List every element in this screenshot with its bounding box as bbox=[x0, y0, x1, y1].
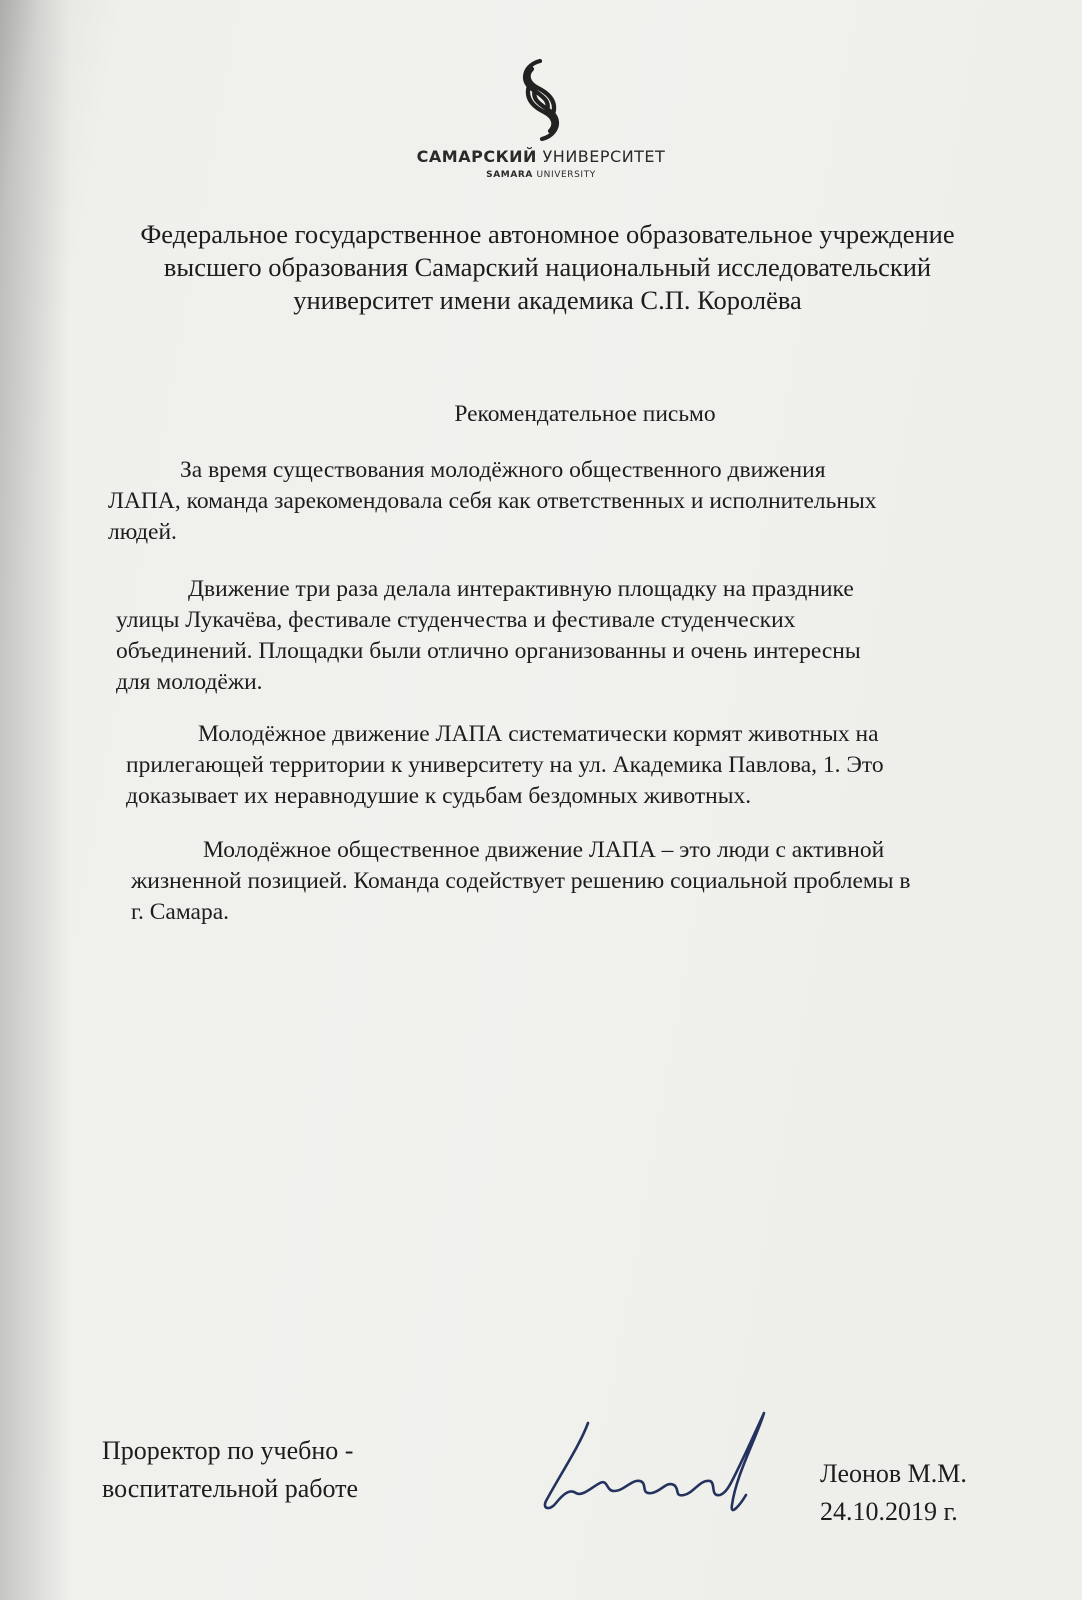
letter-title: Рекомендательное письмо bbox=[454, 401, 716, 427]
paragraph-line: ЛАПА, команда зарекомендовала себя как ответственных и исполнительных bbox=[108, 488, 877, 514]
organization-line: Федеральное государственное автономное образовательное учреждение bbox=[140, 219, 955, 249]
paragraph-line: Молодёжное общественное движение ЛАПА – это люди с активной bbox=[203, 837, 885, 863]
paragraph-line: улицы Лукачёва, фестивале студенчества и фестивале студенческих bbox=[116, 607, 796, 633]
logo-name-bold: САМАРСКИЙ bbox=[416, 147, 537, 166]
logo-name-rest: УНИВЕРСИТЕТ bbox=[542, 147, 666, 166]
signatory-position-line: воспитательной работе bbox=[102, 1474, 359, 1503]
paragraph-line: Движение три раза делала интерактивную площадку на празднике bbox=[188, 576, 854, 602]
paragraph-line: объединений. Площадки были отлично организованны и очень интересны bbox=[116, 638, 861, 664]
letter-paragraph bbox=[108, 455, 876, 548]
logo-sub-bold: SAMARA bbox=[486, 170, 533, 180]
organization-line: университет имени академика С.П. Королёва bbox=[293, 285, 802, 315]
paragraph-line: За время существования молодёжного общественного движения bbox=[180, 457, 826, 483]
letter-paragraph bbox=[131, 835, 911, 928]
organization-header bbox=[100, 218, 995, 317]
letter-paragraph bbox=[116, 574, 861, 698]
paragraph-line: людей. bbox=[108, 519, 177, 545]
paragraph-line: г. Самара. bbox=[131, 899, 230, 925]
signatory-position-line: Проректор по учебно - bbox=[102, 1436, 354, 1465]
handwritten-signature bbox=[540, 1405, 800, 1525]
logo-university-subtitle bbox=[0, 170, 1082, 180]
samara-university-logo-icon bbox=[506, 55, 576, 145]
page-shadow bbox=[0, 0, 70, 1600]
letter-paragraph bbox=[126, 719, 884, 812]
paragraph-line: прилегающей территории к университету на ул. Академика Павлова, 1. Это bbox=[126, 752, 884, 778]
organization-line: высшего образования Самарский национальный исследовательский bbox=[163, 252, 932, 282]
letter-date: 24.10.2019 г. bbox=[820, 1497, 958, 1526]
signatory-name: Леонов М.М. bbox=[820, 1459, 967, 1488]
university-logo bbox=[0, 55, 1082, 180]
paragraph-line: для молодёжи. bbox=[116, 669, 263, 695]
signatory-position bbox=[102, 1432, 358, 1508]
signatory-block bbox=[820, 1455, 967, 1531]
paragraph-line: доказывает их неравнодушие к судьбам бездомных животных. bbox=[126, 783, 752, 809]
logo-university-name bbox=[0, 147, 1082, 166]
paragraph-line: жизненной позицией. Команда содействует решению социальной проблемы в bbox=[131, 868, 911, 894]
paragraph-line: Молодёжное движение ЛАПА систематически кормят животных на bbox=[198, 721, 879, 747]
logo-sub-rest: UNIVERSITY bbox=[536, 170, 596, 180]
